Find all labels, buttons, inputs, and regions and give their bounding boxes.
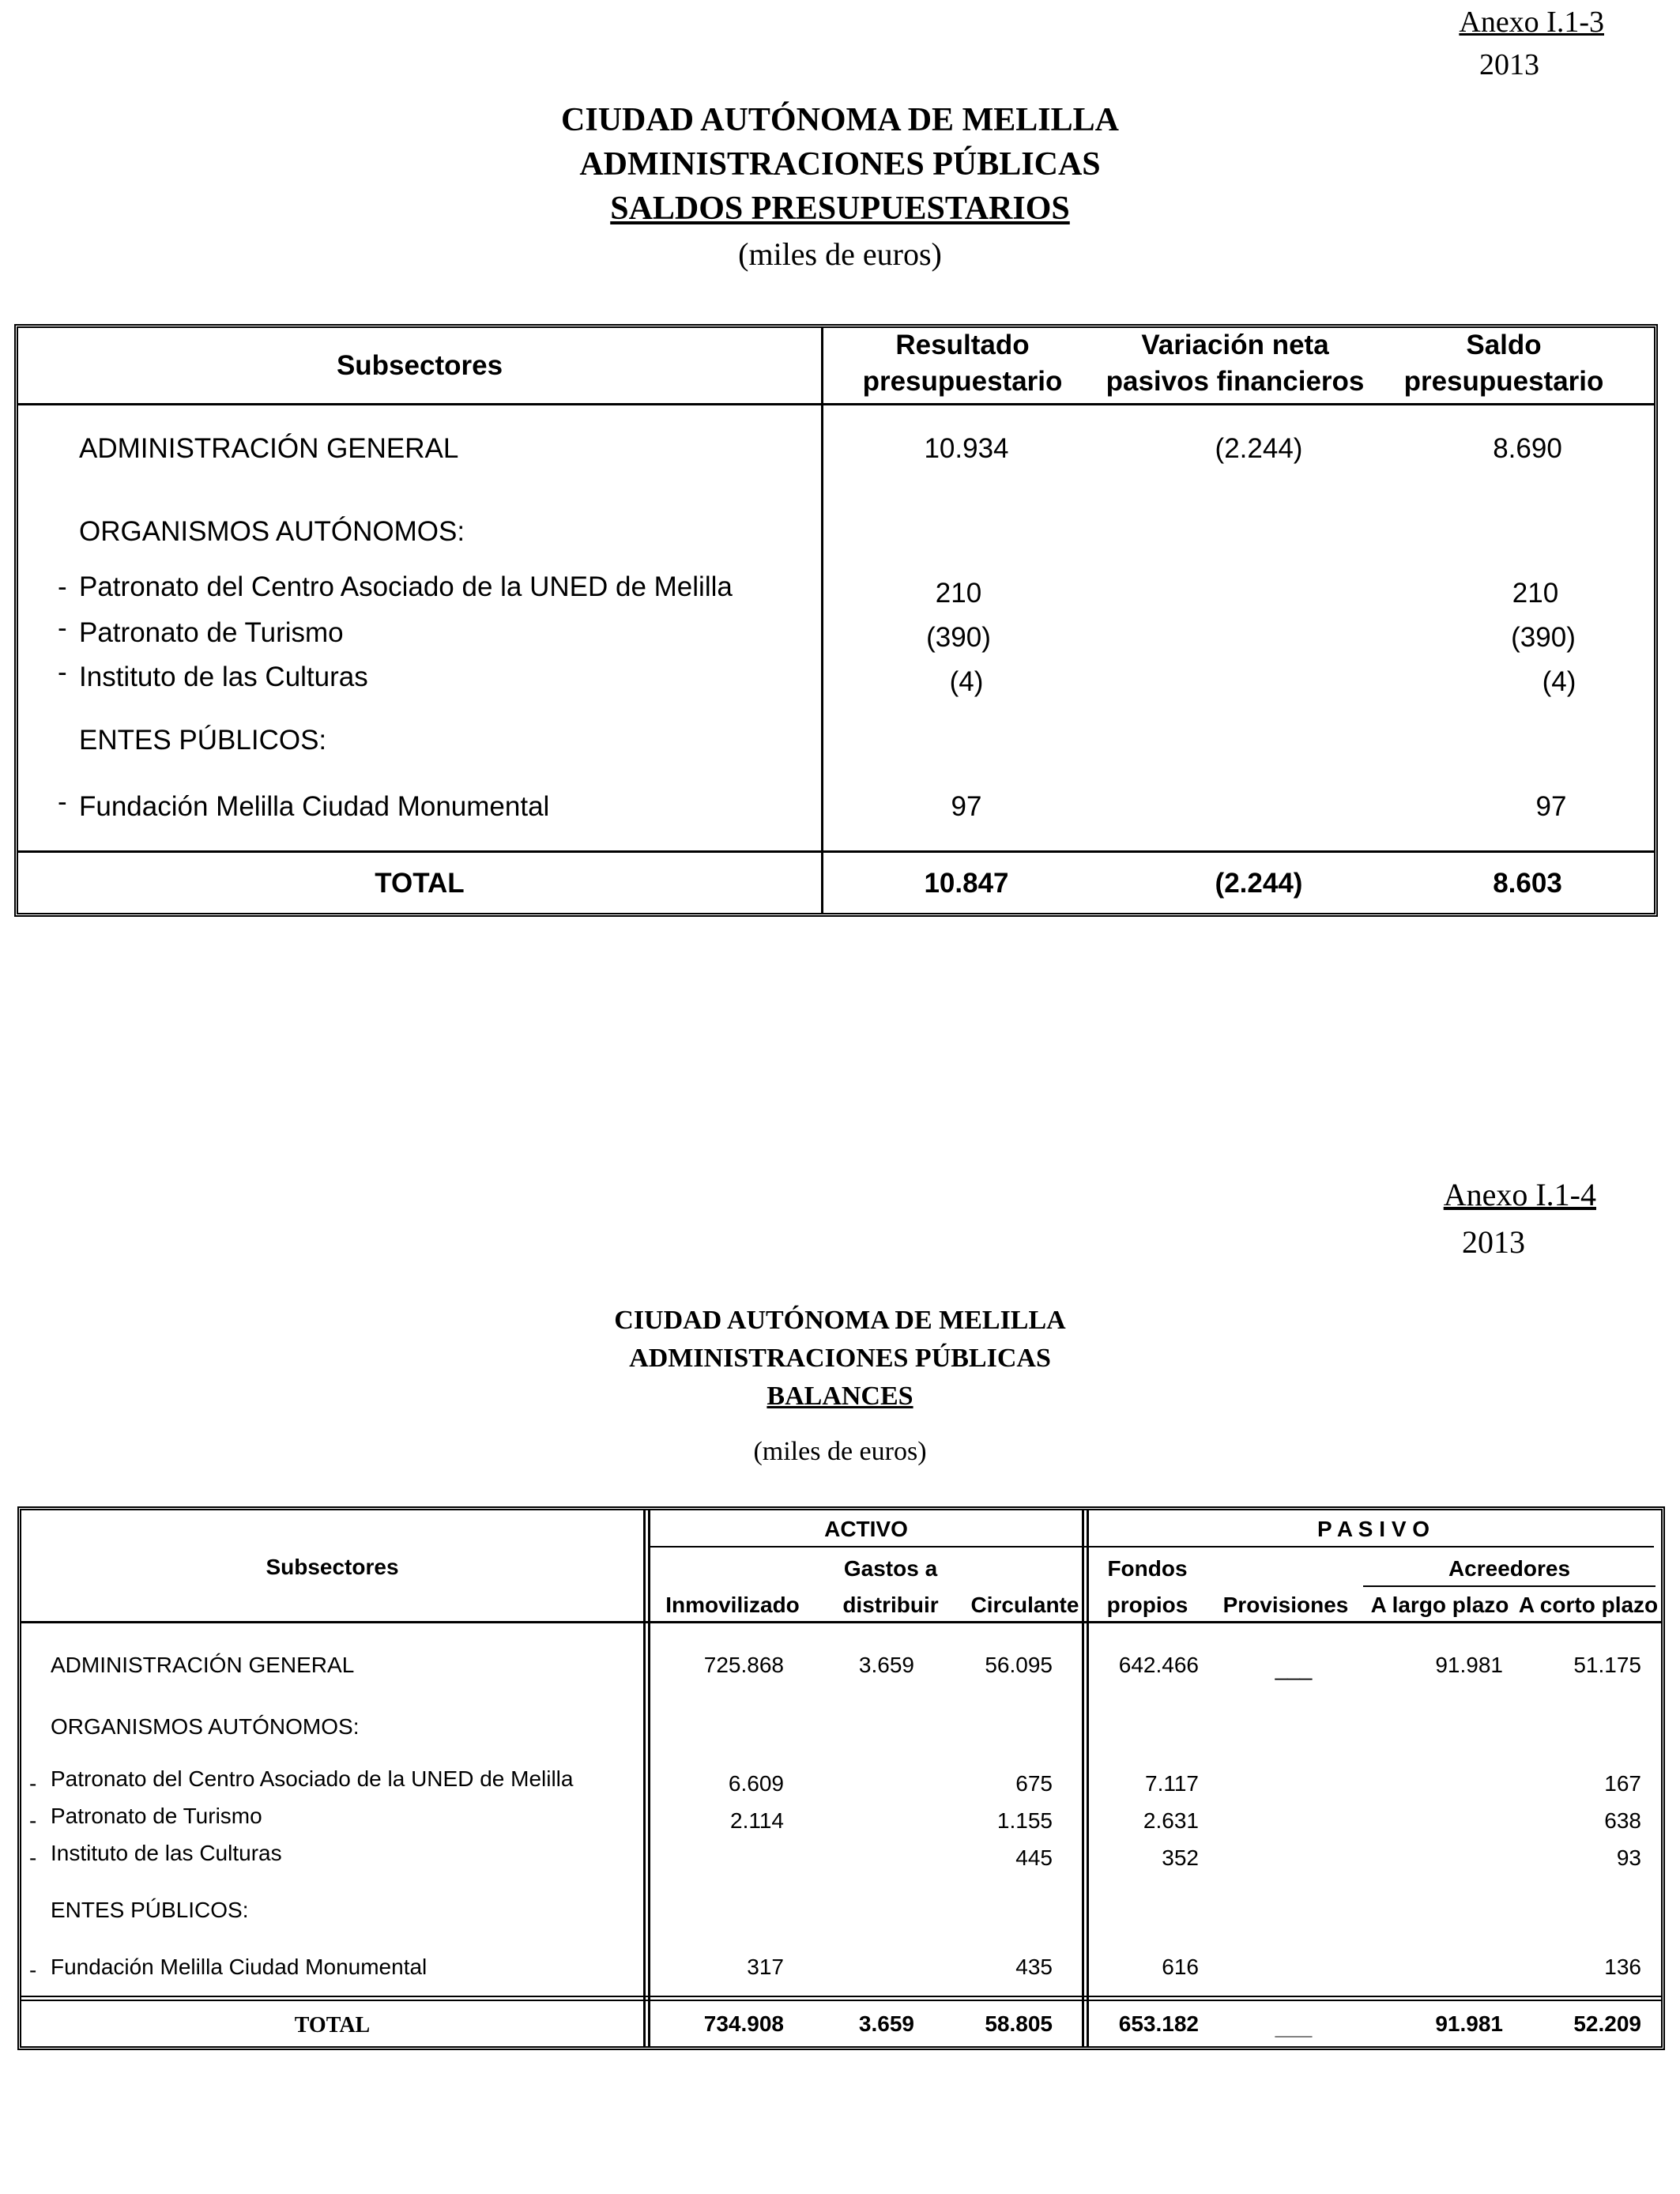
t2-header-largo: A largo plazo <box>1370 1593 1509 1617</box>
t2-row-turismo-fon: 2.631 <box>1143 1808 1199 1833</box>
t1-total-v2: (2.244) <box>1215 868 1303 899</box>
t2-row-admin-label: ADMINISTRACIÓN GENERAL <box>51 1653 355 1677</box>
t1-dash: - <box>58 571 67 602</box>
t1-total-v3: 8.603 <box>1493 868 1562 899</box>
t2-row-admin-pro: ___ <box>1275 1656 1313 1680</box>
t1-dash: - <box>58 613 67 643</box>
t2-row-admin-lar: 91.981 <box>1435 1653 1503 1677</box>
t2-total-gas: 3.659 <box>858 2011 914 2036</box>
t1-header-resultado-2: presupuestario <box>862 366 1063 397</box>
t2-header-line <box>21 1621 1661 1623</box>
t2-organismos-heading: ORGANISMOS AUTÓNOMOS: <box>51 1714 360 1739</box>
t1-header-subsectores: Subsectores <box>336 350 503 381</box>
t1-total-label: TOTAL <box>375 868 465 899</box>
t2-row-fundacion-label: Fundación Melilla Ciudad Monumental <box>51 1955 428 1979</box>
t1-row-admin-v2: (2.244) <box>1215 433 1303 464</box>
doc-subtitle-1 <box>0 190 1680 228</box>
t1-row-fundacion-label: Fundación Melilla Ciudad Monumental <box>79 791 550 822</box>
t2-row-culturas-label: Instituto de las Culturas <box>51 1841 282 1865</box>
doc-title-2b: ADMINISTRACIONES PÚBLICAS <box>629 1344 1051 1373</box>
subtitle-text-1: SALDOS PRESUPUESTARIOS <box>610 190 1070 227</box>
t2-row-admin-cor: 51.175 <box>1573 1653 1641 1677</box>
t2-row-fundacion-cir: 435 <box>1015 1955 1053 1979</box>
t2-row-uned-cir: 675 <box>1015 1771 1053 1796</box>
t2-group-line <box>650 1546 1654 1547</box>
t1-header-variacion-1: Variación neta <box>1141 330 1329 360</box>
t1-row-culturas-v3: (4) <box>1542 666 1576 697</box>
t2-row-turismo-inm: 2.114 <box>730 1808 784 1833</box>
t2-row-culturas-cor: 93 <box>1616 1845 1641 1870</box>
t2-header-corto: A corto plazo <box>1518 1593 1659 1617</box>
t1-row-turismo-label: Patronato de Turismo <box>79 617 344 648</box>
t2-total-line <box>21 1996 1661 1997</box>
t1-row-uned-v3: 210 <box>1512 578 1559 609</box>
t2-dash: - <box>29 1771 37 1796</box>
t2-row-uned-cor: 167 <box>1604 1771 1641 1796</box>
doc-title-1a: CIUDAD AUTÓNOMA DE MELILLA <box>561 102 1119 138</box>
t1-dash: - <box>58 657 67 688</box>
t2-header-circulante: Circulante <box>970 1593 1079 1617</box>
annex-label-2: Anexo I.1-4 <box>1443 1177 1596 1212</box>
annex-year-2: 2013 <box>1462 1224 1525 1260</box>
balances-table <box>17 1506 1665 2050</box>
t2-divider-a2 <box>648 1510 650 2046</box>
doc-subtitle-2 <box>0 1382 1680 1412</box>
t2-row-admin-fon: 642.466 <box>1118 1653 1199 1677</box>
t1-row-admin-v3: 8.690 <box>1493 433 1562 464</box>
t2-header-pasivo: P A S I V O <box>1317 1517 1430 1541</box>
t1-row-admin-label: ADMINISTRACIÓN GENERAL <box>79 433 459 464</box>
t2-divider-b2 <box>1087 1510 1089 2046</box>
t1-divider <box>821 328 823 913</box>
t2-row-admin-gas: 3.659 <box>858 1653 914 1677</box>
t2-entes-heading: ENTES PÚBLICOS: <box>51 1898 249 1922</box>
t2-divider-a <box>643 1510 646 2046</box>
t2-row-fundacion-inm: 317 <box>747 1955 784 1979</box>
t1-dash: - <box>58 786 67 817</box>
t1-header-variacion-2: pasivos financieros <box>1106 366 1365 397</box>
t1-row-culturas-v1: (4) <box>949 666 984 697</box>
t1-header-line <box>18 403 1654 405</box>
t2-total-label: TOTAL <box>294 2013 371 2038</box>
t1-row-turismo-v3: (390) <box>1511 622 1576 653</box>
t2-row-admin-inm: 725.868 <box>703 1653 784 1677</box>
t2-total-line2 <box>21 2000 1661 2001</box>
t2-divider-b <box>1082 1510 1084 2046</box>
t2-total-pro: ___ <box>1275 2015 1313 2039</box>
t1-row-culturas-label: Instituto de las Culturas <box>79 662 368 692</box>
t2-header-provisiones: Provisiones <box>1222 1593 1349 1617</box>
t2-row-uned-inm: 6.609 <box>728 1771 784 1796</box>
doc-title-1b: ADMINISTRACIONES PÚBLICAS <box>579 146 1101 183</box>
t2-header-acreedores: Acreedores <box>1448 1556 1571 1581</box>
units-1: (miles de euros) <box>738 236 942 272</box>
t2-row-uned-fon: 7.117 <box>1145 1771 1199 1796</box>
t2-total-fon: 653.182 <box>1118 2011 1199 2036</box>
t2-dash: - <box>29 1845 37 1870</box>
t2-total-cir: 58.805 <box>985 2011 1053 2036</box>
t1-row-fundacion-v1: 97 <box>951 791 982 822</box>
t2-total-lar: 91.981 <box>1435 2011 1503 2036</box>
t1-total-v1: 10.847 <box>924 868 1009 899</box>
t2-row-turismo-cir: 1.155 <box>996 1808 1053 1833</box>
annex-year-1: 2013 <box>1479 48 1539 81</box>
subtitle-text-2: BALANCES <box>767 1382 913 1411</box>
units-2: (miles de euros) <box>753 1437 927 1466</box>
t2-acreedores-line <box>1363 1585 1656 1587</box>
t2-total-cor: 52.209 <box>1573 2011 1641 2036</box>
t2-header-distribuir: distribuir <box>842 1593 939 1617</box>
doc-title-2a: CIUDAD AUTÓNOMA DE MELILLA <box>614 1306 1066 1335</box>
t2-row-turismo-cor: 638 <box>1604 1808 1641 1833</box>
t2-total-inm: 734.908 <box>703 2011 784 2036</box>
t2-header-propios: propios <box>1106 1593 1188 1617</box>
t2-header-inmovilizado: Inmovilizado <box>665 1593 800 1617</box>
t2-header-fondos-top: Fondos <box>1107 1556 1188 1581</box>
saldos-table <box>14 324 1658 917</box>
t2-row-fundacion-fon: 616 <box>1162 1955 1199 1979</box>
t1-header-resultado-1: Resultado <box>895 330 1030 360</box>
t2-row-turismo-label: Patronato de Turismo <box>51 1804 262 1828</box>
t1-total-line <box>18 850 1654 853</box>
t2-dash: - <box>29 1808 37 1833</box>
t2-header-subsectores: Subsectores <box>266 1555 399 1579</box>
t1-row-turismo-v1: (390) <box>926 622 991 653</box>
t2-header-gastos-top: Gastos a <box>843 1556 938 1581</box>
t2-row-fundacion-cor: 136 <box>1604 1955 1641 1979</box>
t2-row-culturas-fon: 352 <box>1162 1845 1199 1870</box>
t2-row-admin-cir: 56.095 <box>985 1653 1053 1677</box>
t1-row-uned-label: Patronato del Centro Asociado de la UNED de Melilla <box>79 571 733 602</box>
t1-organismos-heading: ORGANISMOS AUTÓNOMOS: <box>79 516 465 547</box>
t1-entes-heading: ENTES PÚBLICOS: <box>79 725 327 756</box>
t1-header-saldo-2: presupuestario <box>1403 366 1604 397</box>
t1-row-fundacion-v3: 97 <box>1535 791 1567 822</box>
t2-header-activo: ACTIVO <box>824 1517 908 1541</box>
t2-row-culturas-cir: 445 <box>1015 1845 1053 1870</box>
annex-label-1: Anexo I.1-3 <box>1459 6 1604 39</box>
t2-row-uned-label: Patronato del Centro Asociado de la UNED de Melilla <box>51 1766 574 1791</box>
t2-dash: - <box>29 1958 37 1982</box>
t1-row-admin-v1: 10.934 <box>924 433 1009 464</box>
t1-header-saldo-1: Saldo <box>1466 330 1542 360</box>
t1-row-uned-v1: 210 <box>935 578 982 609</box>
